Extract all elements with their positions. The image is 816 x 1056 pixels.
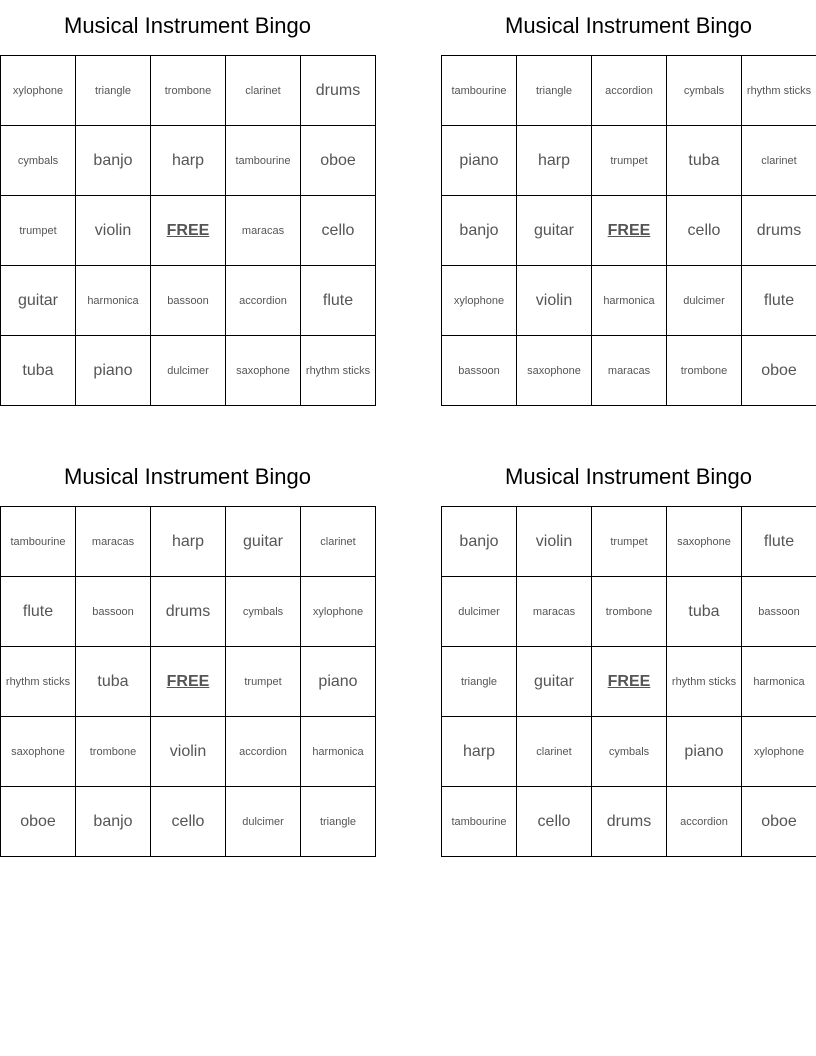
bingo-cell: saxophone: [517, 336, 592, 406]
grid-row: [442, 647, 816, 717]
bingo-cell: tuba: [1, 336, 76, 406]
card-title: Musical Instrument Bingo: [64, 464, 311, 489]
bingo-cell: tuba: [76, 647, 151, 717]
bingo-cell: rhythm sticks: [742, 56, 816, 126]
bingo-cell: flute: [742, 507, 816, 577]
bingo-cell: triangle: [301, 787, 376, 857]
grid-row: [442, 266, 816, 336]
bingo-cell: xylophone: [742, 717, 816, 787]
grid-row: [442, 717, 816, 787]
grid-row: [1, 577, 376, 647]
bingo-cell: harmonica: [592, 266, 667, 336]
bingo-cell: accordion: [667, 787, 742, 857]
bingo-grid: [441, 506, 816, 857]
bingo-cell: cymbals: [226, 577, 301, 647]
grid-row: [1, 196, 376, 266]
bingo-cell: trumpet: [592, 507, 667, 577]
bingo-cell: piano: [76, 336, 151, 406]
bingo-cell: trombone: [76, 717, 151, 787]
bingo-cell: dulcimer: [151, 336, 226, 406]
bingo-cell: trumpet: [226, 647, 301, 717]
card-title: Musical Instrument Bingo: [505, 464, 752, 489]
bingo-cell: violin: [76, 196, 151, 266]
bingo-cell: harp: [151, 507, 226, 577]
bingo-cell: oboe: [742, 336, 816, 406]
bingo-cell: maracas: [517, 577, 592, 647]
bingo-cell: trumpet: [592, 126, 667, 196]
bingo-card-4: [441, 461, 816, 857]
bingo-cell: drums: [742, 196, 816, 266]
bingo-cell: saxophone: [667, 507, 742, 577]
bingo-cell: flute: [1, 577, 76, 647]
card-title: Musical Instrument Bingo: [505, 13, 752, 38]
bingo-cell: accordion: [592, 56, 667, 126]
bingo-cell: piano: [667, 717, 742, 787]
bingo-cell: cymbals: [592, 717, 667, 787]
bingo-cell: maracas: [76, 507, 151, 577]
bingo-cell: drums: [592, 787, 667, 857]
bingo-cell: rhythm sticks: [667, 647, 742, 717]
bingo-cell: harp: [442, 717, 517, 787]
bingo-cell: triangle: [76, 56, 151, 126]
grid-row: [1, 647, 376, 717]
bingo-grid: [0, 506, 376, 857]
grid-row: [442, 507, 816, 577]
bingo-cell: bassoon: [742, 577, 816, 647]
grid-row: [442, 577, 816, 647]
bingo-cell: bassoon: [76, 577, 151, 647]
bingo-cell: piano: [301, 647, 376, 717]
grid-row: [442, 126, 816, 196]
bingo-grid: [441, 55, 816, 406]
bingo-cell: xylophone: [301, 577, 376, 647]
grid-row: [1, 266, 376, 336]
free-space-cell: FREE: [592, 196, 667, 266]
bingo-cell: harmonica: [76, 266, 151, 336]
grid-row: [442, 336, 816, 406]
bingo-cell: guitar: [517, 196, 592, 266]
card-title: Musical Instrument Bingo: [64, 13, 311, 38]
bingo-cell: guitar: [517, 647, 592, 717]
bingo-cell: trombone: [151, 56, 226, 126]
bingo-cell: maracas: [592, 336, 667, 406]
bingo-cell: cello: [667, 196, 742, 266]
bingo-cell: trombone: [667, 336, 742, 406]
bingo-cell: cymbals: [667, 56, 742, 126]
free-space-cell: FREE: [151, 196, 226, 266]
bingo-card-1: [0, 10, 375, 406]
bingo-cell: triangle: [442, 647, 517, 717]
bingo-cell: dulcimer: [667, 266, 742, 336]
bingo-cell: guitar: [1, 266, 76, 336]
bingo-cell: tambourine: [1, 507, 76, 577]
bingo-cell: accordion: [226, 717, 301, 787]
bingo-cell: flute: [742, 266, 816, 336]
bingo-cell: tuba: [667, 126, 742, 196]
free-space-cell: FREE: [592, 647, 667, 717]
bingo-cell: harp: [151, 126, 226, 196]
bingo-cell: maracas: [226, 196, 301, 266]
bingo-cell: clarinet: [742, 126, 816, 196]
bingo-cell: oboe: [301, 126, 376, 196]
bingo-cell: drums: [301, 56, 376, 126]
bingo-cell: violin: [151, 717, 226, 787]
bingo-cell: tuba: [667, 577, 742, 647]
bingo-cell: harp: [517, 126, 592, 196]
bingo-cell: trumpet: [1, 196, 76, 266]
bingo-cell: harmonica: [742, 647, 816, 717]
bingo-cell: banjo: [76, 787, 151, 857]
grid-row: [1, 336, 376, 406]
bingo-cell: cello: [151, 787, 226, 857]
bingo-cell: tambourine: [442, 56, 517, 126]
bingo-cell: drums: [151, 577, 226, 647]
bingo-cell: banjo: [76, 126, 151, 196]
bingo-cell: tambourine: [226, 126, 301, 196]
bingo-cell: trombone: [592, 577, 667, 647]
bingo-cell: cello: [301, 196, 376, 266]
bingo-cell: accordion: [226, 266, 301, 336]
bingo-cell: guitar: [226, 507, 301, 577]
bingo-cell: saxophone: [1, 717, 76, 787]
bingo-cell: rhythm sticks: [1, 647, 76, 717]
bingo-cell: saxophone: [226, 336, 301, 406]
grid-row: [442, 56, 816, 126]
bingo-cell: triangle: [517, 56, 592, 126]
bingo-cell: tambourine: [442, 787, 517, 857]
bingo-cell: xylophone: [1, 56, 76, 126]
grid-row: [442, 787, 816, 857]
grid-row: [1, 787, 376, 857]
free-space-cell: FREE: [151, 647, 226, 717]
grid-row: [442, 196, 816, 266]
grid-row: [1, 717, 376, 787]
bingo-grid: [0, 55, 376, 406]
grid-row: [1, 56, 376, 126]
grid-row: [1, 507, 376, 577]
bingo-cell: flute: [301, 266, 376, 336]
bingo-cell: rhythm sticks: [301, 336, 376, 406]
bingo-cell: clarinet: [301, 507, 376, 577]
bingo-cell: bassoon: [151, 266, 226, 336]
bingo-cell: violin: [517, 266, 592, 336]
bingo-cell: violin: [517, 507, 592, 577]
bingo-cell: banjo: [442, 196, 517, 266]
bingo-cell: oboe: [742, 787, 816, 857]
bingo-cell: dulcimer: [442, 577, 517, 647]
bingo-card-2: [441, 10, 816, 406]
bingo-cell: dulcimer: [226, 787, 301, 857]
bingo-cell: harmonica: [301, 717, 376, 787]
bingo-cell: xylophone: [442, 266, 517, 336]
bingo-cell: cello: [517, 787, 592, 857]
bingo-cell: clarinet: [517, 717, 592, 787]
grid-row: [1, 126, 376, 196]
bingo-cell: oboe: [1, 787, 76, 857]
bingo-cell: cymbals: [1, 126, 76, 196]
bingo-cell: piano: [442, 126, 517, 196]
bingo-cell: bassoon: [442, 336, 517, 406]
bingo-cell: clarinet: [226, 56, 301, 126]
bingo-card-3: [0, 461, 375, 857]
bingo-cell: banjo: [442, 507, 517, 577]
